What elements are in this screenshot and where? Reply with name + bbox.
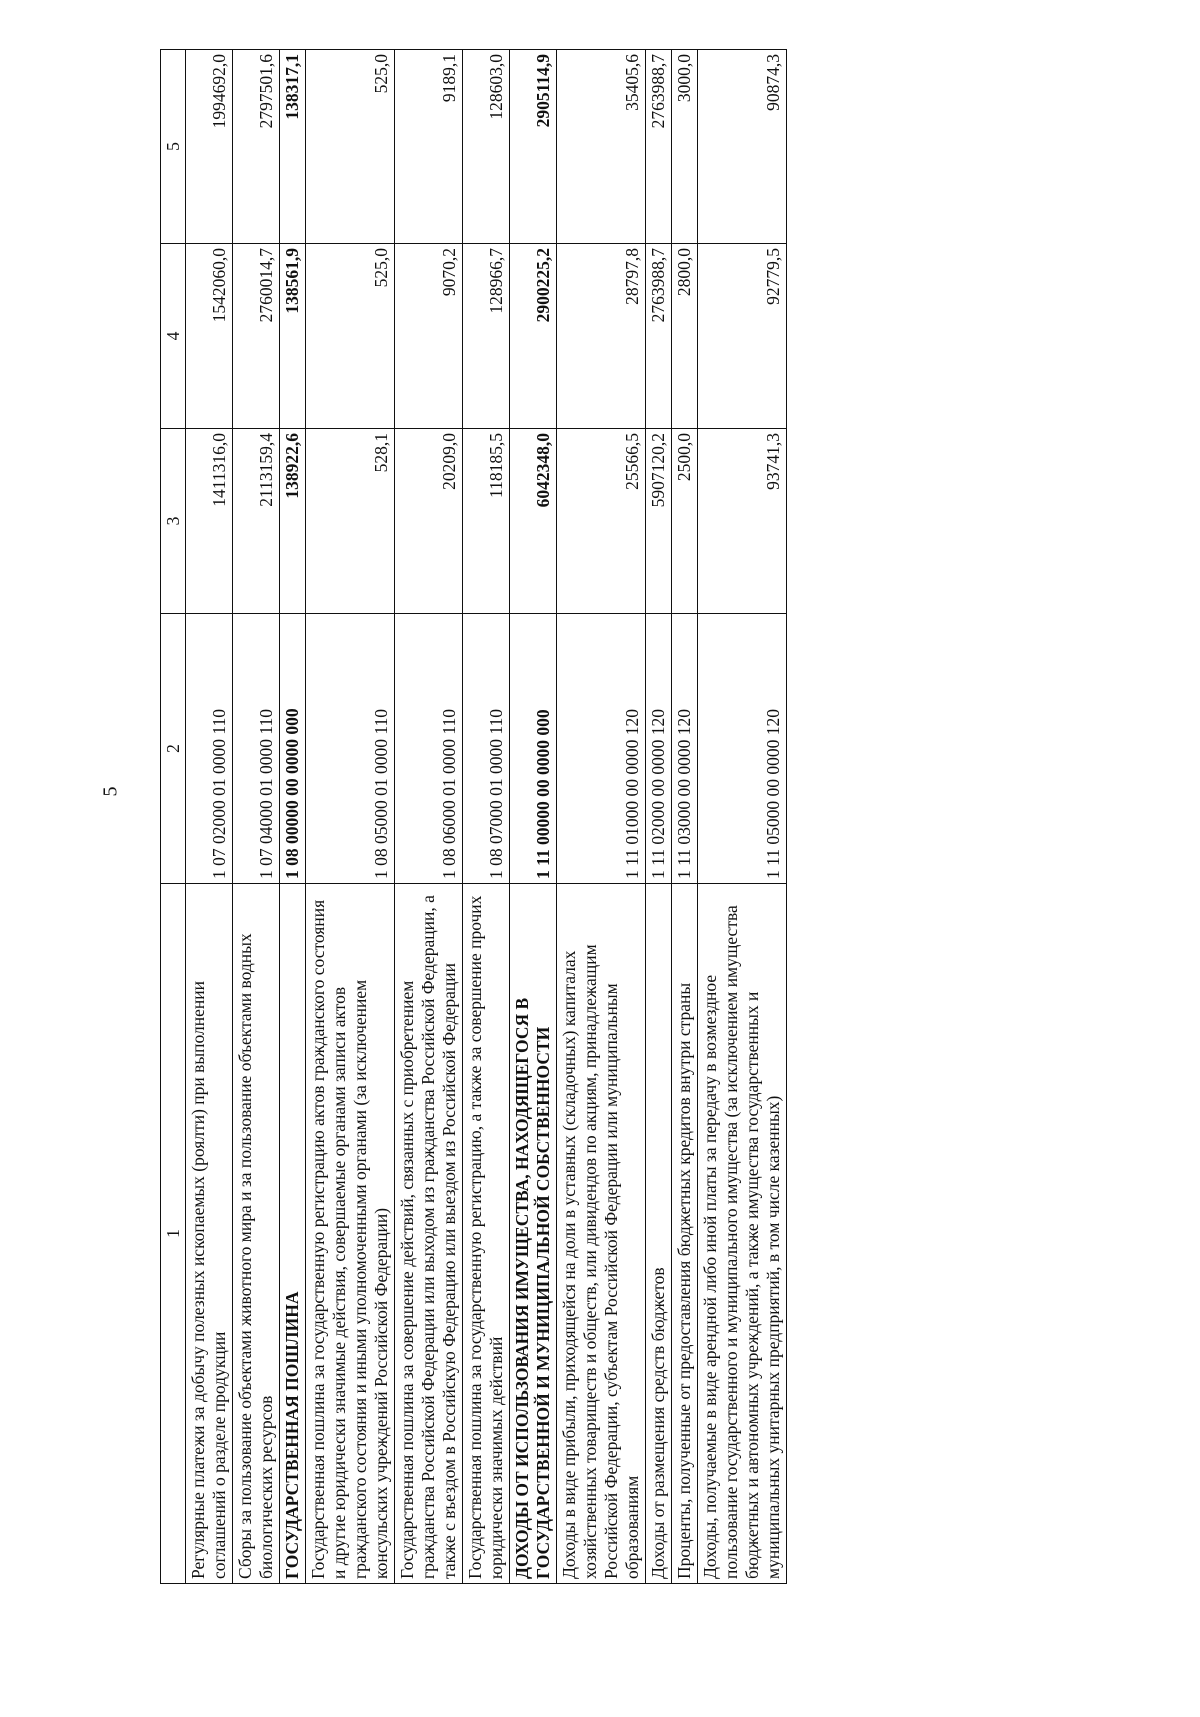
row-description: Государственная пошлина за совершение действий, связанных с приобретением гражданства Российской Федерации или выходом из гражданства Российской Федерации, а также с въездом в Российскую Федерацию или выездом из Российской Федерации (395, 884, 463, 1584)
row-description: Доходы, получаемые в виде арендной либо иной платы за передачу в возмездное пользование государственного и муниципального имущества (за исключением имущества бюджетных и автономных учреждений, а также имущества государственных и муниципальных унитарных предприятий, в том числе казенных) (698, 884, 787, 1584)
value-col5: 2797501,6 (233, 50, 280, 244)
budget-code: 1 11 02000 00 0000 120 (646, 614, 672, 884)
column-header: 3 (161, 429, 186, 614)
budget-code: 1 07 04000 01 0000 110 (233, 614, 280, 884)
budget-code: 1 11 03000 00 0000 120 (672, 614, 698, 884)
value-col3: 528,1 (306, 429, 395, 614)
table-row (186, 50, 233, 1584)
value-col3: 2500,0 (672, 429, 698, 614)
row-description: Проценты, полученные от предоставления бюджетных кредитов внутри страны (672, 884, 698, 1584)
value-col4: 138561,9 (280, 244, 306, 429)
value-col4: 128966,7 (463, 244, 510, 429)
value-col4: 2900225,2 (510, 244, 557, 429)
value-col4: 525,0 (306, 244, 395, 429)
value-col3: 6042348,0 (510, 429, 557, 614)
value-col4: 2760014,7 (233, 244, 280, 429)
column-header: 5 (161, 50, 186, 244)
table-row (698, 50, 787, 1584)
value-col4: 2763988,7 (646, 244, 672, 429)
table-row (510, 50, 557, 1584)
value-col5: 35405,6 (557, 50, 646, 244)
value-col3: 1411316,0 (186, 429, 233, 614)
value-col5: 128603,0 (463, 50, 510, 244)
row-description: Государственная пошлина за государственную регистрацию, а также за совершение прочих юридически значимых действий (463, 884, 510, 1584)
budget-code: 1 08 07000 01 0000 110 (463, 614, 510, 884)
value-col4: 1542060,0 (186, 244, 233, 429)
row-description: Доходы от размещения средств бюджетов (646, 884, 672, 1584)
table-row (280, 50, 306, 1584)
value-col5: 90874,3 (698, 50, 787, 244)
budget-revenue-table (160, 49, 787, 1584)
table-row (463, 50, 510, 1584)
table-row (233, 50, 280, 1584)
page-number: 5 (99, 786, 122, 797)
value-col5: 2763988,7 (646, 50, 672, 244)
column-header: 4 (161, 244, 186, 429)
value-col4: 2800,0 (672, 244, 698, 429)
value-col3: 118185,5 (463, 429, 510, 614)
budget-code: 1 11 05000 00 0000 120 (698, 614, 787, 884)
row-description: Регулярные платежи за добычу полезных ископаемых (роялти) при выполнении соглашений о разделе продукции (186, 884, 233, 1584)
column-header: 1 (161, 884, 186, 1584)
value-col3: 138922,6 (280, 429, 306, 614)
budget-code: 1 07 02000 01 0000 110 (186, 614, 233, 884)
table-header-row (161, 50, 186, 1584)
table-row (557, 50, 646, 1584)
value-col5: 9189,1 (395, 50, 463, 244)
table-row (395, 50, 463, 1584)
value-col4: 9070,2 (395, 244, 463, 429)
budget-code: 1 11 00000 00 0000 000 (510, 614, 557, 884)
value-col3: 5907120,2 (646, 429, 672, 614)
value-col3: 25566,5 (557, 429, 646, 614)
value-col5: 138317,1 (280, 50, 306, 244)
value-col5: 525,0 (306, 50, 395, 244)
budget-code: 1 08 05000 01 0000 110 (306, 614, 395, 884)
value-col5: 3000,0 (672, 50, 698, 244)
table-row (672, 50, 698, 1584)
value-col3: 20209,0 (395, 429, 463, 614)
row-description: ГОСУДАРСТВЕННАЯ ПОШЛИНА (280, 884, 306, 1584)
value-col3: 93741,3 (698, 429, 787, 614)
row-description: ДОХОДЫ ОТ ИСПОЛЬЗОВАНИЯ ИМУЩЕСТВА, НАХОДЯЩЕГОСЯ В ГОСУДАРСТВЕННОЙ И МУНИЦИПАЛЬНОЙ СОБСТВЕННОСТИ (510, 884, 557, 1584)
table-body (186, 50, 787, 1584)
value-col3: 2113159,4 (233, 429, 280, 614)
value-col4: 28797,8 (557, 244, 646, 429)
rotated-table-container (160, 50, 960, 1584)
value-col4: 92779,5 (698, 244, 787, 429)
table-row (646, 50, 672, 1584)
table-row (306, 50, 395, 1584)
value-col5: 2905114,9 (510, 50, 557, 244)
row-description: Доходы в виде прибыли, приходящейся на доли в уставных (складочных) капиталах хозяйственных товариществ и обществ, или дивидендов по акциям, принадлежащим Российской Федерации, субъектам Российской Федерации или муниципальным образованиям (557, 884, 646, 1584)
budget-code: 1 08 00000 00 0000 000 (280, 614, 306, 884)
column-header: 2 (161, 614, 186, 884)
row-description: Государственная пошлина за государственную регистрацию актов гражданского состояния и другие юридически значимые действия, совершаемые органами записи актов гражданского состояния и иными уполномоченными органами (за исключением консульских учреждений Российской Федерации) (306, 884, 395, 1584)
value-col5: 1994692,0 (186, 50, 233, 244)
row-description: Сборы за пользование объектами животного мира и за пользование объектами водных биологических ресурсов (233, 884, 280, 1584)
budget-code: 1 11 01000 00 0000 120 (557, 614, 646, 884)
budget-code: 1 08 06000 01 0000 110 (395, 614, 463, 884)
